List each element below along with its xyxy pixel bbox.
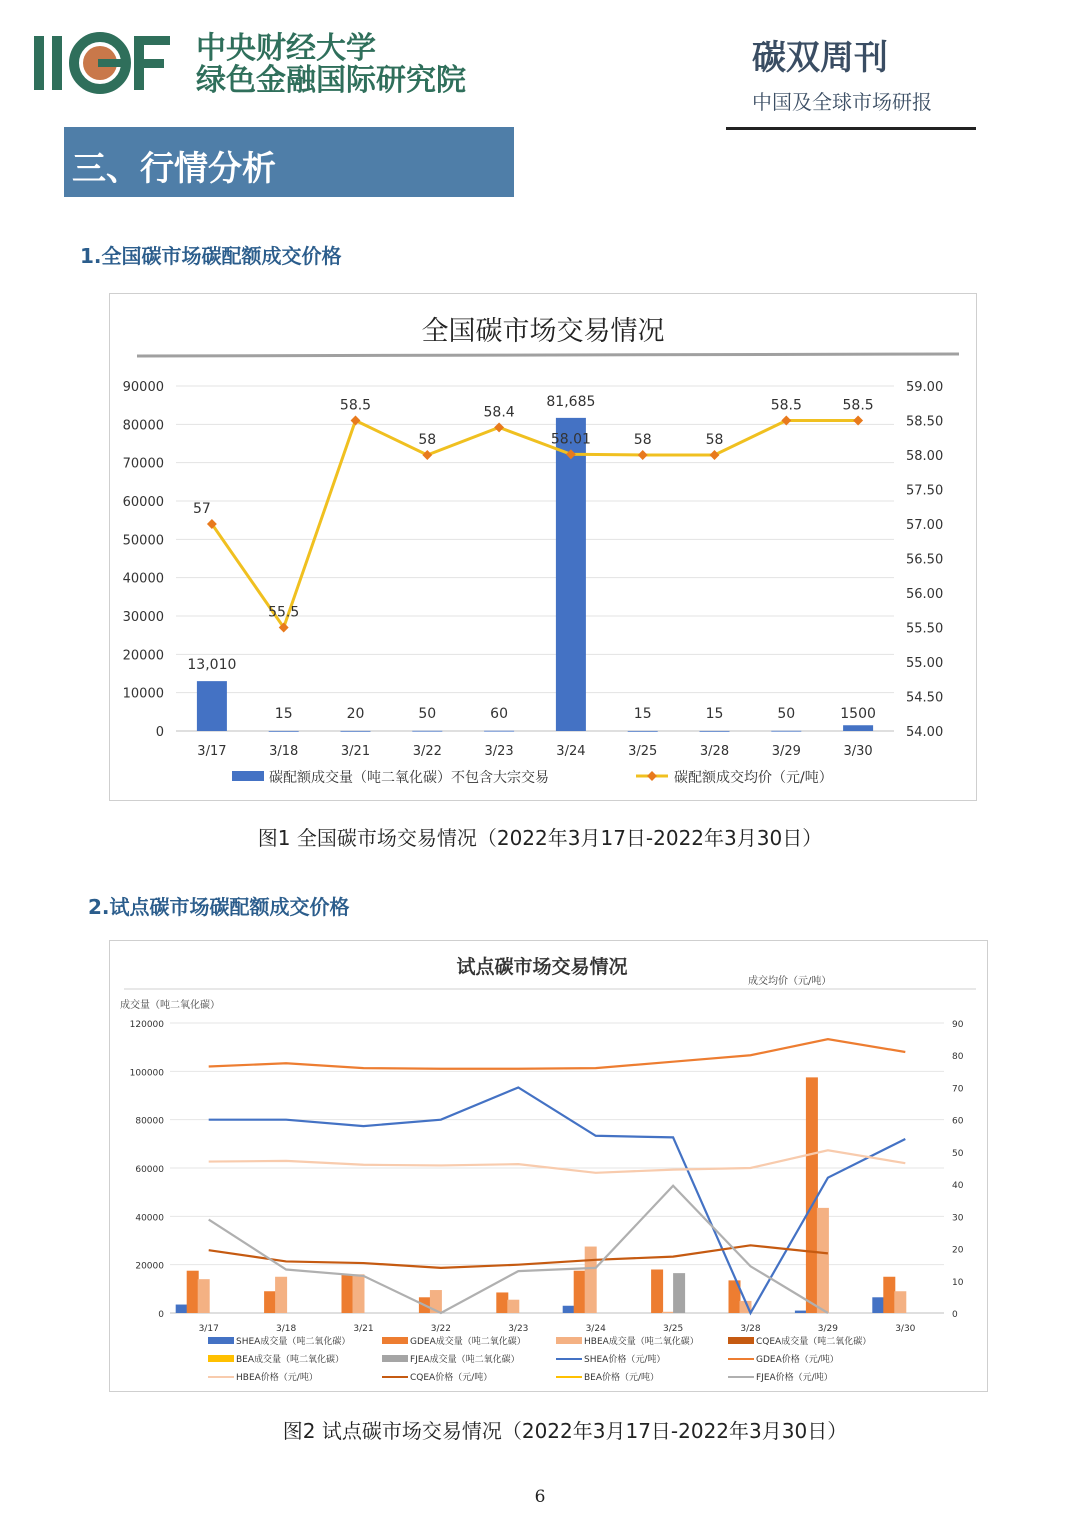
title-rule [137, 354, 959, 356]
volume-bar [817, 1208, 829, 1313]
header-rule [726, 127, 976, 130]
price-data-label: 57 [192, 501, 211, 517]
volume-data-label: 60 [490, 706, 509, 722]
x-tick-label: 3/28 [740, 1324, 761, 1334]
x-tick-label: 3/29 [771, 744, 801, 759]
legend-label: CQEA成交量（吨二氧化碳） [756, 1337, 872, 1347]
x-tick-label: 3/17 [197, 744, 227, 759]
legend-label: GDEA价格（元/吨） [756, 1355, 839, 1365]
volume-data-label: 81,685 [546, 393, 596, 410]
legend-swatch [382, 1337, 408, 1344]
y-right-tick-label: 50 [952, 1148, 964, 1159]
volume-bar [795, 1311, 807, 1313]
y-right-tick-label: 0 [952, 1310, 958, 1320]
volume-bar [843, 725, 873, 731]
volume-bar [806, 1077, 818, 1313]
volume-bar [198, 1279, 210, 1313]
x-tick-label: 3/21 [353, 1324, 374, 1334]
volume-bar [771, 731, 801, 732]
price-data-label: 58 [633, 432, 652, 448]
volume-bar [176, 1305, 188, 1313]
figure-1-caption: 图1 全国碳市场交易情况（2022年3月17日-2022年3月30日） [257, 826, 823, 850]
y-right-tick-label: 57.50 [906, 483, 944, 499]
price-marker [710, 450, 720, 460]
y-right-tick-label: 56.00 [906, 587, 944, 602]
price-line [209, 1039, 906, 1069]
volume-bar [197, 681, 227, 731]
y-right-tick-label: 56.50 [906, 552, 944, 568]
volume-bar [342, 1274, 354, 1313]
y-right-tick-label: 55.50 [906, 621, 944, 637]
pilot-market-chart [110, 941, 987, 1391]
volume-bar [574, 1271, 586, 1313]
y-left-tick-label: 80000 [135, 1116, 164, 1127]
price-data-label: 58 [418, 432, 437, 448]
y-left-tick-label: 40000 [135, 1213, 164, 1224]
x-tick-label: 3/18 [275, 1324, 297, 1334]
y-right-tick-label: 58.00 [906, 449, 944, 464]
section-title-bar [64, 127, 514, 197]
volume-bar [628, 731, 658, 732]
volume-bar [673, 1273, 685, 1313]
legend-label: GDEA成交量（吨二氧化碳） [410, 1337, 526, 1347]
legend-label: FJEA成交量（吨二氧化碳） [410, 1355, 520, 1365]
subsection-2-title: 2.试点碳市场碳配额成交价格 [88, 895, 350, 919]
x-tick-label: 3/30 [895, 1324, 916, 1334]
volume-data-label: 50 [418, 706, 437, 722]
chart-title: 全国碳市场交易情况 [421, 316, 665, 347]
legend-label: BEA价格（元/吨） [584, 1373, 660, 1383]
legend-bar-label: 碳配额成交量（吨二氧化碳）不包含大宗交易 [269, 770, 549, 786]
y-right-tick-label: 57.00 [906, 518, 944, 533]
y-left-tick-label: 120000 [129, 1020, 164, 1030]
y-left-tick-label: 30000 [122, 610, 164, 625]
volume-data-label: 15 [705, 706, 724, 722]
figure-2-caption: 图2 试点碳市场交易情况（2022年3月17日-2022年3月30日） [282, 1419, 848, 1443]
x-tick-label: 3/25 [628, 744, 658, 759]
page-number: 6 [534, 1487, 546, 1507]
legend-line-label: 碳配额成交均价（元/吨） [674, 770, 833, 786]
legend-label: BEA成交量（吨二氧化碳） [236, 1355, 345, 1365]
volume-bar [269, 731, 299, 732]
y-left-tick-label: 20000 [122, 648, 164, 664]
x-tick-label: 3/24 [556, 744, 586, 759]
volume-bar [651, 1270, 663, 1314]
price-data-label: 58.5 [770, 397, 802, 414]
legend-swatch [208, 1337, 234, 1344]
volume-data-label: 20 [346, 706, 365, 722]
iigf-logo-icon [32, 32, 182, 94]
x-tick-label: 3/17 [198, 1324, 219, 1334]
volume-bar [872, 1297, 884, 1313]
publication-title: 碳双周刊 [752, 38, 888, 78]
price-data-label: 58.5 [339, 397, 372, 414]
volume-bar [894, 1291, 906, 1313]
price-line [209, 1150, 906, 1173]
legend-swatch [208, 1355, 234, 1362]
legend-label: FJEA价格（元/吨） [756, 1373, 833, 1383]
volume-bar [585, 1247, 597, 1313]
y-right-tick-label: 90 [952, 1020, 964, 1030]
subsection-1-title: 1.全国碳市场碳配额成交价格 [80, 244, 342, 268]
price-line [212, 421, 858, 628]
legend-label: SHEA价格（元/吨） [584, 1355, 666, 1365]
y-left-tick-label: 60000 [135, 1165, 164, 1175]
legend-label: HBEA价格（元/吨） [236, 1373, 318, 1383]
chart-title: 试点碳市场交易情况 [456, 956, 628, 978]
x-tick-label: 3/22 [412, 744, 442, 759]
legend-swatch [728, 1337, 754, 1344]
x-tick-label: 3/29 [817, 1324, 839, 1334]
volume-bar [700, 731, 730, 732]
y-left-tick-label: 40000 [122, 571, 164, 587]
y-left-tick-label: 70000 [122, 456, 164, 472]
y-left-tick-label: 80000 [122, 418, 164, 434]
y-left-tick-label: 20000 [135, 1261, 164, 1272]
volume-data-label: 15 [633, 706, 652, 722]
volume-data-label: 1500 [840, 706, 876, 722]
y-right-tick-label: 70 [952, 1084, 964, 1095]
x-tick-label: 3/18 [269, 744, 299, 759]
legend-bar-swatch [232, 771, 264, 781]
volume-bar [496, 1292, 508, 1313]
y-left-tick-label: 0 [155, 725, 164, 740]
logo-line-1: 中央财经大学 [196, 31, 376, 66]
y-left-tick-label: 0 [158, 1310, 164, 1320]
price-data-label: 58.4 [483, 404, 515, 421]
national-market-chart [110, 294, 976, 800]
y-left-tick-label: 10000 [122, 686, 164, 702]
volume-bar [883, 1277, 895, 1313]
volume-bar [507, 1300, 519, 1313]
legend-line-marker [647, 771, 657, 781]
y-left-tick-label: 60000 [122, 495, 164, 510]
legend-swatch [556, 1337, 582, 1344]
legend-swatch [382, 1355, 408, 1362]
price-data-label: 58.01 [550, 431, 591, 448]
price-line [209, 1087, 906, 1313]
chart-1-frame [109, 293, 977, 801]
chart-2-frame [109, 940, 988, 1392]
price-data-label: 55.5 [268, 604, 300, 621]
y-right-tick-label: 40 [952, 1181, 964, 1192]
volume-bar [412, 731, 442, 732]
volume-bar [264, 1291, 276, 1313]
volume-bar [353, 1274, 365, 1313]
volume-bar [662, 1312, 674, 1313]
y-left-tick-label: 90000 [122, 380, 164, 395]
volume-bar [341, 731, 371, 732]
publication-subtitle: 中国及全球市场研报 [752, 90, 932, 114]
volume-bar [563, 1306, 575, 1313]
y-right-tick-label: 58.50 [906, 414, 944, 430]
x-tick-label: 3/30 [843, 744, 873, 759]
y-right-tick-label: 10 [952, 1277, 964, 1288]
y-right-tick-label: 54.00 [906, 725, 944, 740]
y-right-axis-title: 成交均价（元/吨） [748, 976, 832, 987]
y-right-tick-label: 20 [952, 1245, 964, 1256]
volume-bar [275, 1277, 287, 1313]
y-left-axis-title: 成交量（吨二氧化碳） [120, 1000, 220, 1011]
logo [32, 32, 182, 94]
volume-bar [484, 731, 514, 732]
y-right-tick-label: 30 [952, 1213, 964, 1224]
logo-line-2: 绿色金融国际研究院 [196, 63, 466, 98]
y-right-tick-label: 80 [952, 1052, 964, 1063]
x-tick-label: 3/25 [662, 1324, 684, 1334]
volume-bar [187, 1271, 199, 1313]
price-data-label: 58 [705, 432, 724, 448]
x-tick-label: 3/23 [484, 744, 514, 759]
x-tick-label: 3/23 [508, 1324, 529, 1334]
legend-label: CQEA价格（元/吨） [410, 1373, 493, 1383]
y-right-tick-label: 55.00 [906, 656, 944, 671]
y-left-tick-label: 50000 [122, 533, 164, 549]
volume-bar [556, 418, 586, 731]
legend-label: SHEA成交量（吨二氧化碳） [236, 1337, 351, 1347]
volume-data-label: 50 [777, 706, 796, 722]
volume-data-label: 13,010 [187, 657, 237, 674]
y-right-tick-label: 59.00 [906, 380, 944, 395]
x-tick-label: 3/21 [340, 744, 371, 759]
y-right-tick-label: 60 [952, 1116, 964, 1127]
y-left-tick-label: 100000 [129, 1068, 164, 1079]
x-tick-label: 3/28 [699, 744, 730, 759]
volume-data-label: 15 [274, 706, 293, 722]
x-tick-label: 3/24 [585, 1324, 606, 1334]
x-tick-label: 3/22 [430, 1324, 452, 1334]
y-right-tick-label: 54.50 [906, 690, 944, 706]
legend-label: HBEA成交量（吨二氧化碳） [584, 1337, 699, 1347]
price-data-label: 58.5 [842, 397, 874, 414]
price-marker [638, 450, 648, 460]
price-marker [422, 450, 432, 460]
section-title: 三、行情分析 [72, 149, 276, 189]
